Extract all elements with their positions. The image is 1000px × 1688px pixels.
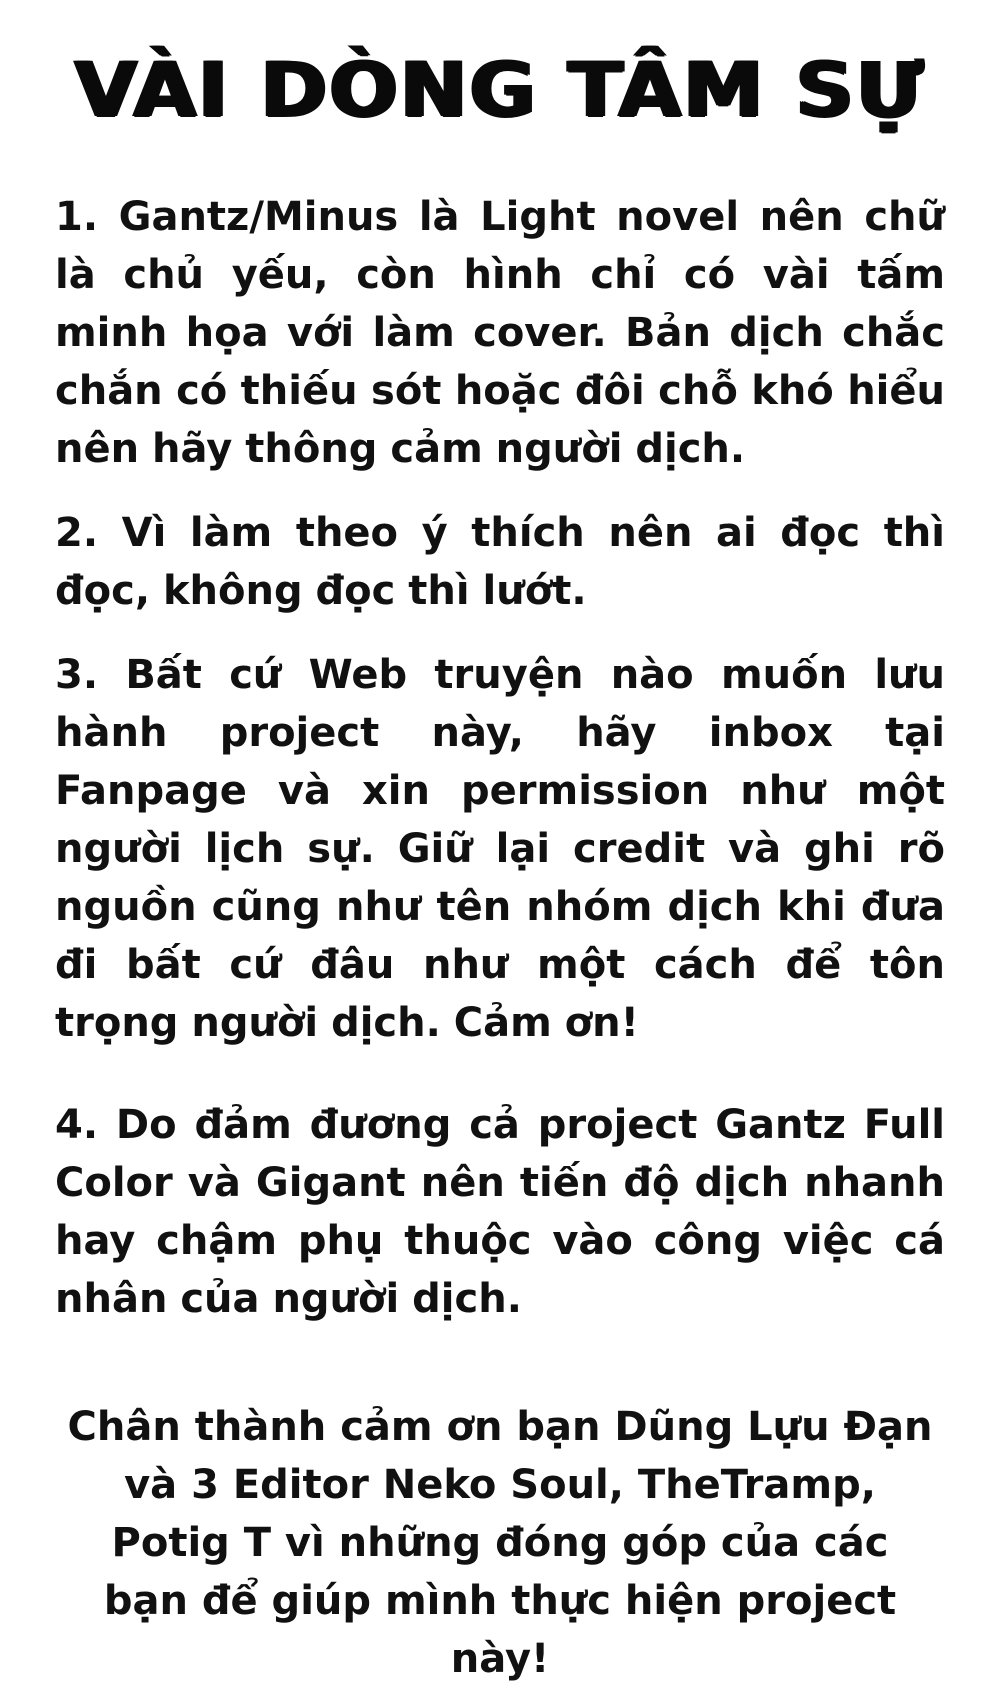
thanks-message: Chân thành cảm ơn bạn Dũng Lựu Đạn và 3 Editor Neko Soul, TheTramp, Potig T vì những đóng góp của các bạn để giúp mình thực hiện project này! <box>67 1404 933 1682</box>
note-item-4: 4. Do đảm đương cả project Gantz Full Color và Gigant nên tiến độ dịch nhanh hay chậm phụ thuộc vào công việc cá nhân của người dịch. <box>55 1102 945 1322</box>
page-title: VÀI DÒNG TÂM SỰ <box>74 45 926 134</box>
note-item-3: 3. Bất cứ Web truyện nào muốn lưu hành project này, hãy inbox tại Fanpage và xin permission như một người lịch sự. Giữ lại credit và ghi rõ nguồn cũng như tên nhóm dịch khi đưa đi bất cứ đâu như một cách để tôn trọng người dịch. Cảm ơn! <box>55 652 945 1046</box>
note-item-1: 1. Gantz/Minus là Light novel nên chữ là chủ yếu, còn hình chỉ có vài tấm minh họa với làm cover. Bản dịch chắc chắn có thiếu sót hoặc đôi chỗ khó hiểu nên hãy thông cảm người dịch. <box>55 194 945 472</box>
note-item-2: 2. Vì làm theo ý thích nên ai đọc thì đọc, không đọc thì lướt. <box>55 510 945 614</box>
